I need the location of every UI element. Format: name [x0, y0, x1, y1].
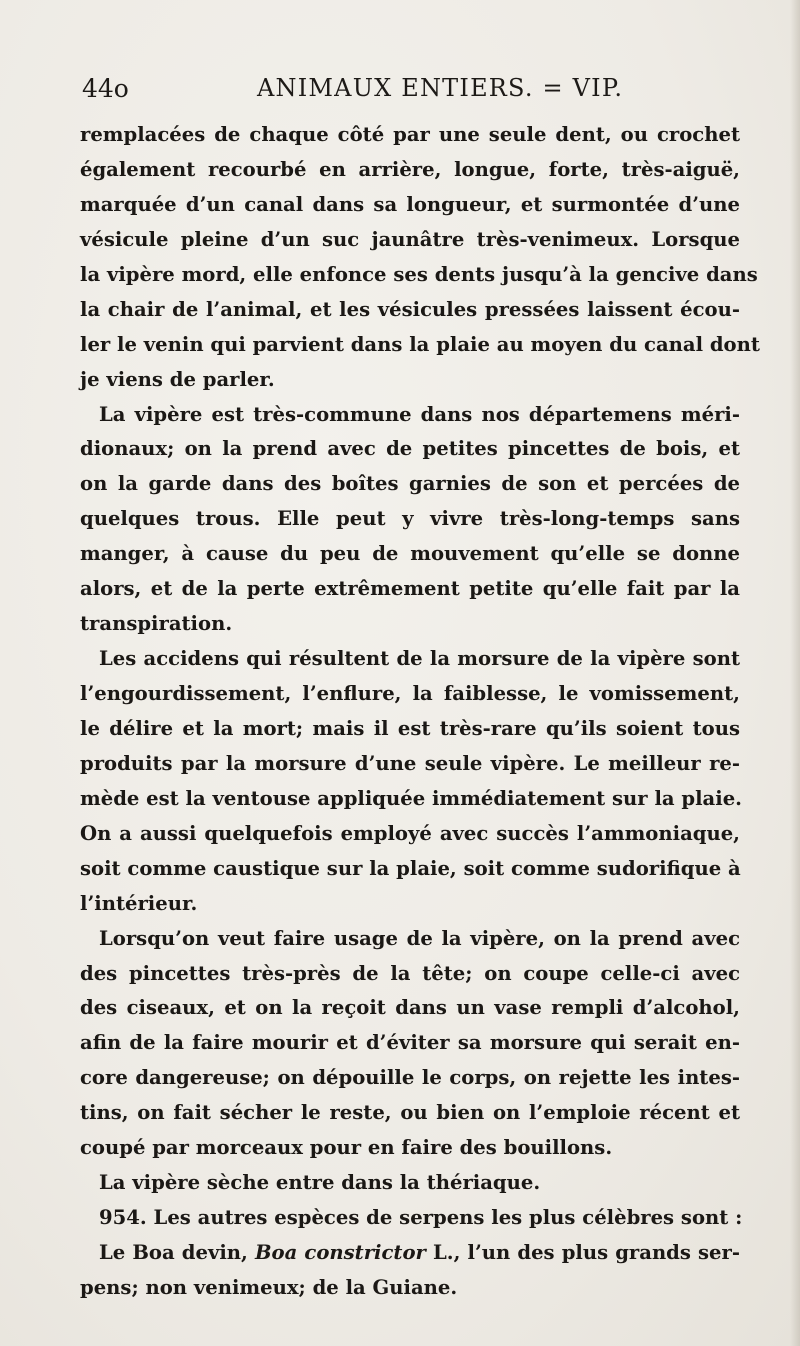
- text-line: la vipère mord, elle enfonce ses dents jusqu’à la gencive dans: [80, 262, 758, 286]
- body-text: [80, 118, 760, 1306]
- text-line: remplacées de chaque côté par une seule dent, ou crochet: [80, 123, 740, 146]
- text-line: manger, à cause du peu de mouvement qu’elle se donne: [80, 542, 740, 566]
- text-line: des pincettes très-près de la tête; on coupe celle-ci avec: [80, 961, 740, 985]
- text-line: transpiration.: [80, 612, 233, 636]
- text-fragment: Le Boa devin,: [99, 1241, 255, 1264]
- text-line: l’engourdissement, l’enflure, la faiblesse, le vomissement,: [80, 682, 740, 705]
- text-line: des ciseaux, et on la reçoit dans un vase rempli d’alcohol,: [80, 996, 740, 1020]
- text-line: on la garde dans des boîtes garnies de son et percées de: [80, 472, 740, 496]
- text-line: alors, et de la perte extrêmement petite qu’elle fait par la: [80, 577, 740, 601]
- paragraph-start-line: La vipère est très-commune dans nos départemens méri-: [99, 402, 740, 426]
- text-line: tins, on fait sécher le reste, ou bien on l’emploie récent et: [80, 1101, 740, 1125]
- paragraph-start-line: Les accidens qui résultent de la morsure de la vipère sont: [99, 647, 740, 671]
- text-line: je viens de parler.: [80, 367, 275, 391]
- text-line: quelques trous. Elle peut y vivre très-long-temps sans: [80, 507, 740, 531]
- text-line: dionaux; on la prend avec de petites pincettes de bois, et: [80, 437, 740, 461]
- text-line: vésicule pleine d’un suc jaunâtre très-venimeux. Lorsque: [80, 227, 740, 251]
- page-edge-shadow: [790, 0, 800, 1346]
- page-header: [82, 74, 742, 110]
- text-line: ler le venin qui parvient dans la plaie au moyen du canal dont: [80, 332, 760, 356]
- text-fragment: L., l’un des plus grands ser-: [425, 1241, 740, 1264]
- text-line: le délire et la mort; mais il est très-rare qu’ils soient tous: [80, 716, 740, 740]
- text-line: également recourbé en arrière, longue, forte, très-aiguë,: [80, 157, 740, 181]
- text-line: soit comme caustique sur la plaie, soit comme sudorifique à: [80, 856, 741, 880]
- paragraph-start-line: Lorsqu’on veut faire usage de la vipère, on la prend avec: [99, 926, 740, 950]
- running-head: ANIMAUX ENTIERS. = VIP.: [257, 74, 624, 102]
- text-line: produits par la morsure d’une seule vipère. Le meilleur re-: [80, 751, 740, 775]
- text-line: On a aussi quelquefois employé avec succès l’ammoniaque,: [80, 821, 740, 845]
- page-number: 44o: [82, 74, 129, 103]
- text-line: afin de la faire mourir et d’éviter sa morsure qui serait en-: [80, 1031, 740, 1055]
- text-line-with-taxon: [80, 1236, 740, 1271]
- numbered-paragraph-line: 954. Les autres espèces de serpens les plus célèbres sont :: [99, 1206, 743, 1230]
- text-line: l’intérieur.: [80, 891, 198, 915]
- species-name: Boa constrictor: [254, 1241, 426, 1264]
- text-line: la chair de l’animal, et les vésicules pressées laissent écou-: [80, 297, 740, 321]
- text-line: marquée d’un canal dans sa longueur, et surmontée d’une: [80, 192, 740, 216]
- paragraph-start-line: La vipère sèche entre dans la thériaque.: [99, 1171, 541, 1195]
- text-line: mède est la ventouse appliquée immédiatement sur la plaie.: [80, 786, 742, 810]
- text-line: coupé par morceaux pour en faire des bouillons.: [80, 1136, 613, 1160]
- text-line: pens; non venimeux; de la Guiane.: [80, 1275, 458, 1299]
- text-line: core dangereuse; on dépouille le corps, on rejette les intes-: [80, 1066, 740, 1090]
